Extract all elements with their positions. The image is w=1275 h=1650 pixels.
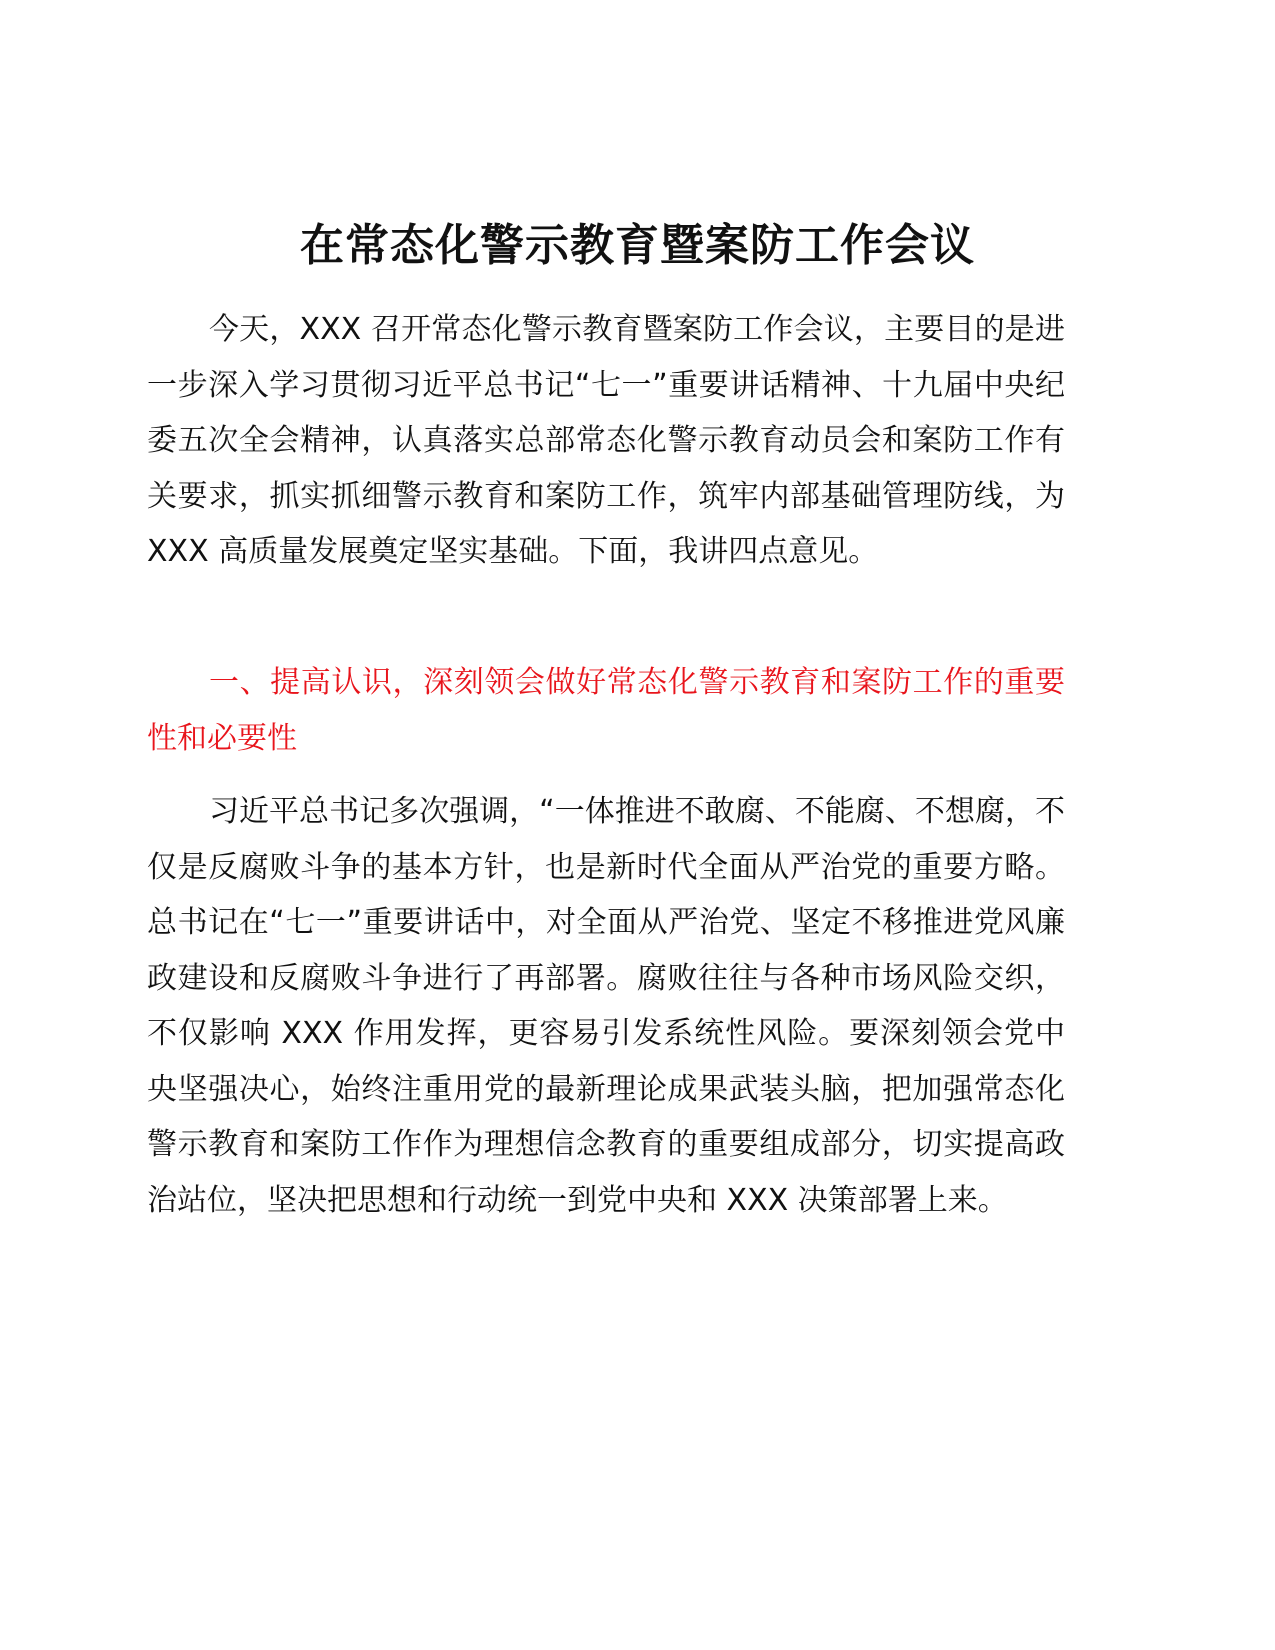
document-title: 在常态化警示教育暨案防工作会议 (300, 220, 975, 271)
intro-paragraph: 今天，XXX 召开常态化警示教育暨案防工作会议，主要目的是进一步深入学习贯彻习近平总书记“七一”重要讲话精神、十九届中央纪委五次全会精神，认真落实总部常态化警示教育动员会和案防工作有关要求，抓实抓细警示教育和案防工作，筑牢内部基础管理防线，为 XXX 高质量发展奠定坚实基础。下面，我讲四点意见。 (147, 312, 1065, 569)
section-heading-1: 一、提高认识，深刻领会做好常态化警示教育和案防工作的重要性和必要性 (147, 665, 1065, 756)
section-1-paragraph: 习近平总书记多次强调，“一体推进不敢腐、不能腐、不想腐，不仅是反腐败斗争的基本方针，也是新时代全面从严治党的重要方略。总书记在“七一”重要讲话中，对全面从严治党、坚定不移推进党风廉政建设和反腐败斗争进行了再部署。腐败往往与各种市场风险交织，不仅影响 XXX 作用发挥，更容易引发系统性风险。要深刻领会党中央坚强决心，始终注重用党的最新理论成果武装头脑，把加强常态化警示教育和案防工作作为理想信念教育的重要组成部分，切实提高政治站位，坚决把思想和行动统一到党中央和 XXX 决策部署上来。 (147, 794, 1065, 1218)
